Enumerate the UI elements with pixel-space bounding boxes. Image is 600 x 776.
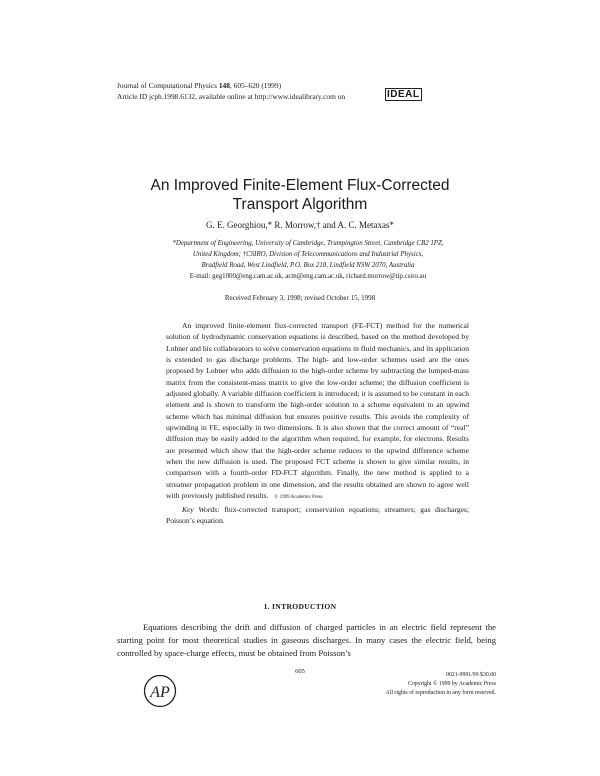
section-heading: 1. INTRODUCTION <box>263 602 337 611</box>
introduction <box>117 621 496 660</box>
journal-volume: 148 <box>218 81 230 90</box>
ideal-logo <box>385 88 422 101</box>
author-emails: E-mail: geg1000@eng.cam.ac.uk, acm@eng.cam.ac.uk, richard.morrow@tip.csiro.au <box>189 273 427 280</box>
affiliation-line-1: *Department of Engineering, University of Cambridge, Trumpington Street, Cambridge CB2 1PZ, <box>172 240 444 247</box>
abstract <box>166 320 469 526</box>
copyright-line: Copyright © 1999 by Academic Press <box>408 680 496 687</box>
abstract-copyright: © 1999 Academic Press <box>274 495 323 501</box>
ideal-logo-text: IDEAL <box>387 89 420 100</box>
issn-price: 0021-9991/99 $30.00 <box>446 672 496 678</box>
authors: G. E. Georghiou,* R. Morrow,† and A. C. Metaxas* <box>206 220 394 230</box>
affiliations <box>118 238 498 282</box>
copyright-footer <box>330 671 496 697</box>
publisher-logo-text: AP <box>150 684 170 701</box>
article-id: Article ID jcph.1998.6132, available online at http://www.idealibrary.com on <box>117 92 346 101</box>
journal-name: Journal of Computational Physics <box>117 81 219 90</box>
affiliation-line-2: United Kingdom; †CSIRO, Division of Telecommunications and Industrial Physics, <box>192 251 424 258</box>
journal-pages: , 605–620 (1999) <box>229 81 282 90</box>
abstract-text: An improved finite-element flux-corrected transport (FE-FCT) method for the numerical solution of hydrodynamic conservation equations is described, based on the method developed by Lohner and his collaborators to solve conservation equations in fluid mechanics, and its application is extended to gas discharge problems. The high- and low-order schemes used are the ones proposed by Lohner who adds diffusion to the high-order scheme by subtracting the lumped-mass matrix from the consistent-mass matrix to give the low-order scheme; the diffusion coefficient is adjusted globally. A variable diffusion coefficient is introduced; it is assumed to be constant in each element and is shown to transform the high-order solution to a scheme equivalent to an upwind scheme which has minimal diffusion but ensures positive results. This avoids the complexity of upwinding in FE, especially in two dimensions. It is also shown that the correct amount of “real” diffusion may be easily added to the algorithm when required, for example, for electrons. Results are presented which show that the high-order scheme reduces to the upwind difference scheme when the new diffusion is used. The proposed FCT scheme is shown to give similar results, in comparison with a fourth-order FD-FCT algorithm. Finally, the new method is applied to a streamer propagation problem in one dimension, and the results obtained are shown to agree well with previously published results. <box>166 321 469 501</box>
keywords <box>166 504 469 527</box>
title-line-1: An Improved Finite-Element Flux-Corrected <box>150 177 450 194</box>
rights-reserved: All rights of reproduction in any form reserved. <box>385 689 496 696</box>
title-line-2: Transport Algorithm <box>232 196 368 213</box>
publisher-logo <box>143 674 177 708</box>
intro-paragraph: Equations describing the drift and diffusion of charged particles in an electric field represent the starting point for most theoretical studies in gaseous discharges. In many cases the electric field, being controlled by space-charge effects, must be obtained from Poisson’s <box>117 622 496 658</box>
keywords-list: flux-corrected transport; conservation equations; streamers; gas discharges; Poisson’s equation. <box>166 504 469 525</box>
abstract-body <box>166 320 469 504</box>
keywords-label: Key Words: <box>182 504 220 514</box>
page-number: 605 <box>295 668 305 675</box>
affiliation-line-3: Bradfield Road, West Lindfield, P.O. Box 218, Lindfield NSW 2070, Australia <box>201 262 415 269</box>
paper-title <box>100 176 500 214</box>
received-dates: Received February 3, 1998; revised October 15, 1998 <box>224 294 376 302</box>
